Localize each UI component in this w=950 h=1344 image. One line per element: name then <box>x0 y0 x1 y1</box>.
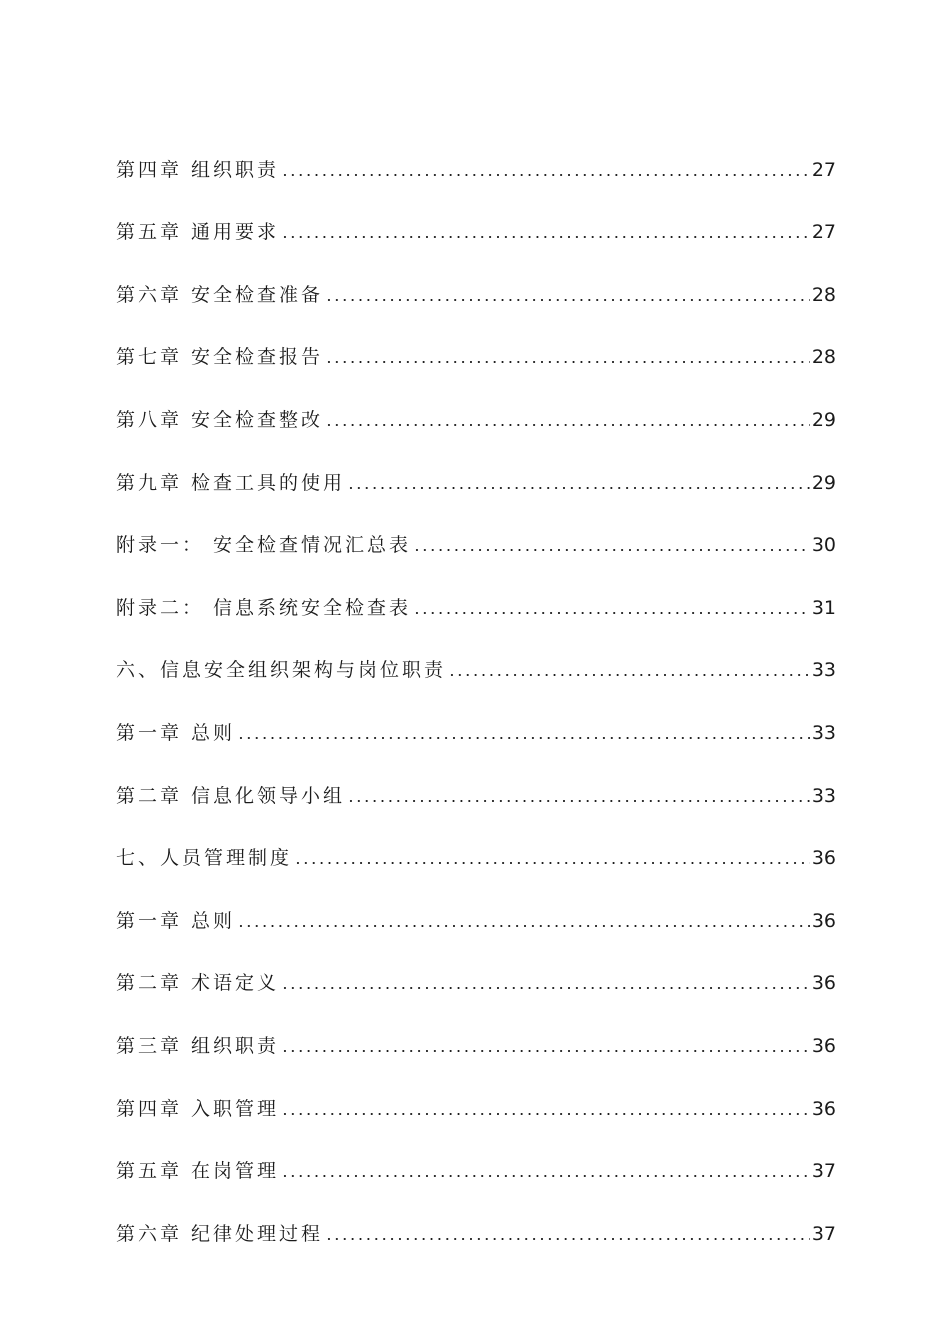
toc-entry-title: 第七章 安全检查报告 <box>116 346 324 369</box>
toc-entry-title: 第二章 信息化领导小组 <box>116 784 346 807</box>
toc-entry[interactable] <box>116 367 836 430</box>
toc-dot-leader <box>347 800 810 802</box>
toc-entry-page: 30 <box>811 534 836 557</box>
toc-entry[interactable] <box>116 680 836 743</box>
toc-entry[interactable] <box>116 555 836 618</box>
toc-entry-page: 36 <box>811 847 836 870</box>
toc-entry-page: 33 <box>811 721 836 744</box>
toc-dot-leader <box>281 1113 810 1115</box>
toc-entry[interactable] <box>116 242 836 305</box>
toc-entry-title: 第三章 组织职责 <box>116 1034 280 1057</box>
toc-entry[interactable] <box>116 868 836 931</box>
toc-dot-leader <box>294 862 810 864</box>
toc-dot-leader <box>325 424 810 426</box>
toc-entry-title: 附录二： 信息系统安全检查表 <box>116 596 412 619</box>
toc-entry[interactable] <box>116 806 836 869</box>
toc-dot-leader <box>413 549 810 551</box>
toc-entry-page: 31 <box>811 596 836 619</box>
toc-entry-title: 六、信息安全组织架构与岗位职责 <box>116 659 447 682</box>
toc-dot-leader <box>325 361 810 363</box>
toc-entry[interactable] <box>116 618 836 681</box>
toc-entry[interactable] <box>116 931 836 994</box>
toc-entry-title: 第四章 入职管理 <box>116 1097 280 1120</box>
toc-entry-page: 36 <box>811 1034 836 1057</box>
toc-entry[interactable] <box>116 1119 836 1182</box>
toc-entry-title: 第五章 通用要求 <box>116 221 280 244</box>
toc-entry-page: 33 <box>811 784 836 807</box>
toc-entry[interactable] <box>116 430 836 493</box>
toc-dot-leader <box>281 987 810 989</box>
toc-entry-title: 第一章 总则 <box>116 721 236 744</box>
toc-entry[interactable] <box>116 1181 836 1244</box>
toc-dot-leader <box>281 1175 810 1177</box>
toc-entry-page: 28 <box>811 346 836 369</box>
toc-dot-leader <box>281 174 810 176</box>
toc-entry[interactable] <box>116 743 836 806</box>
toc-dot-leader <box>448 674 810 676</box>
toc-entry-page: 36 <box>811 972 836 995</box>
toc-entry-title: 第二章 术语定义 <box>116 972 280 995</box>
toc-entry-page: 27 <box>811 221 836 244</box>
toc-dot-leader <box>347 487 810 489</box>
toc-dot-leader <box>237 737 810 739</box>
toc-dot-leader <box>281 236 810 238</box>
toc-entry-title: 七、人员管理制度 <box>116 847 293 870</box>
toc-entry-title: 第八章 安全检查整改 <box>116 408 324 431</box>
toc-entry-page: 37 <box>811 1222 836 1245</box>
toc-entry-title: 第五章 在岗管理 <box>116 1160 280 1183</box>
toc-entry-page: 27 <box>811 158 836 181</box>
toc-entry-title: 第四章 组织职责 <box>116 158 280 181</box>
toc-entry-page: 36 <box>811 1097 836 1120</box>
toc-entry-page: 37 <box>811 1160 836 1183</box>
toc-entry[interactable] <box>116 117 836 180</box>
toc-entry[interactable] <box>116 493 836 556</box>
toc-dot-leader <box>325 1238 810 1240</box>
toc-entry-page: 29 <box>811 471 836 494</box>
toc-dot-leader <box>325 299 810 301</box>
toc-entry[interactable] <box>116 180 836 243</box>
toc-dot-leader <box>413 612 810 614</box>
toc-entry-title: 第九章 检查工具的使用 <box>116 471 346 494</box>
toc-entry-page: 36 <box>811 909 836 932</box>
toc-entry-page: 29 <box>811 408 836 431</box>
toc-entry-page: 28 <box>811 283 836 306</box>
toc-dot-leader <box>281 1050 810 1052</box>
toc-entry[interactable] <box>116 1056 836 1119</box>
toc-entry-title: 第一章 总则 <box>116 909 236 932</box>
toc-entry-title: 附录一： 安全检查情况汇总表 <box>116 534 412 557</box>
toc-dot-leader <box>237 925 810 927</box>
toc-entry-title: 第六章 纪律处理过程 <box>116 1222 324 1245</box>
table-of-contents <box>116 117 836 1244</box>
toc-entry-title: 第六章 安全检查准备 <box>116 283 324 306</box>
toc-entry[interactable] <box>116 305 836 368</box>
toc-entry-page: 33 <box>811 659 836 682</box>
toc-entry[interactable] <box>116 993 836 1056</box>
